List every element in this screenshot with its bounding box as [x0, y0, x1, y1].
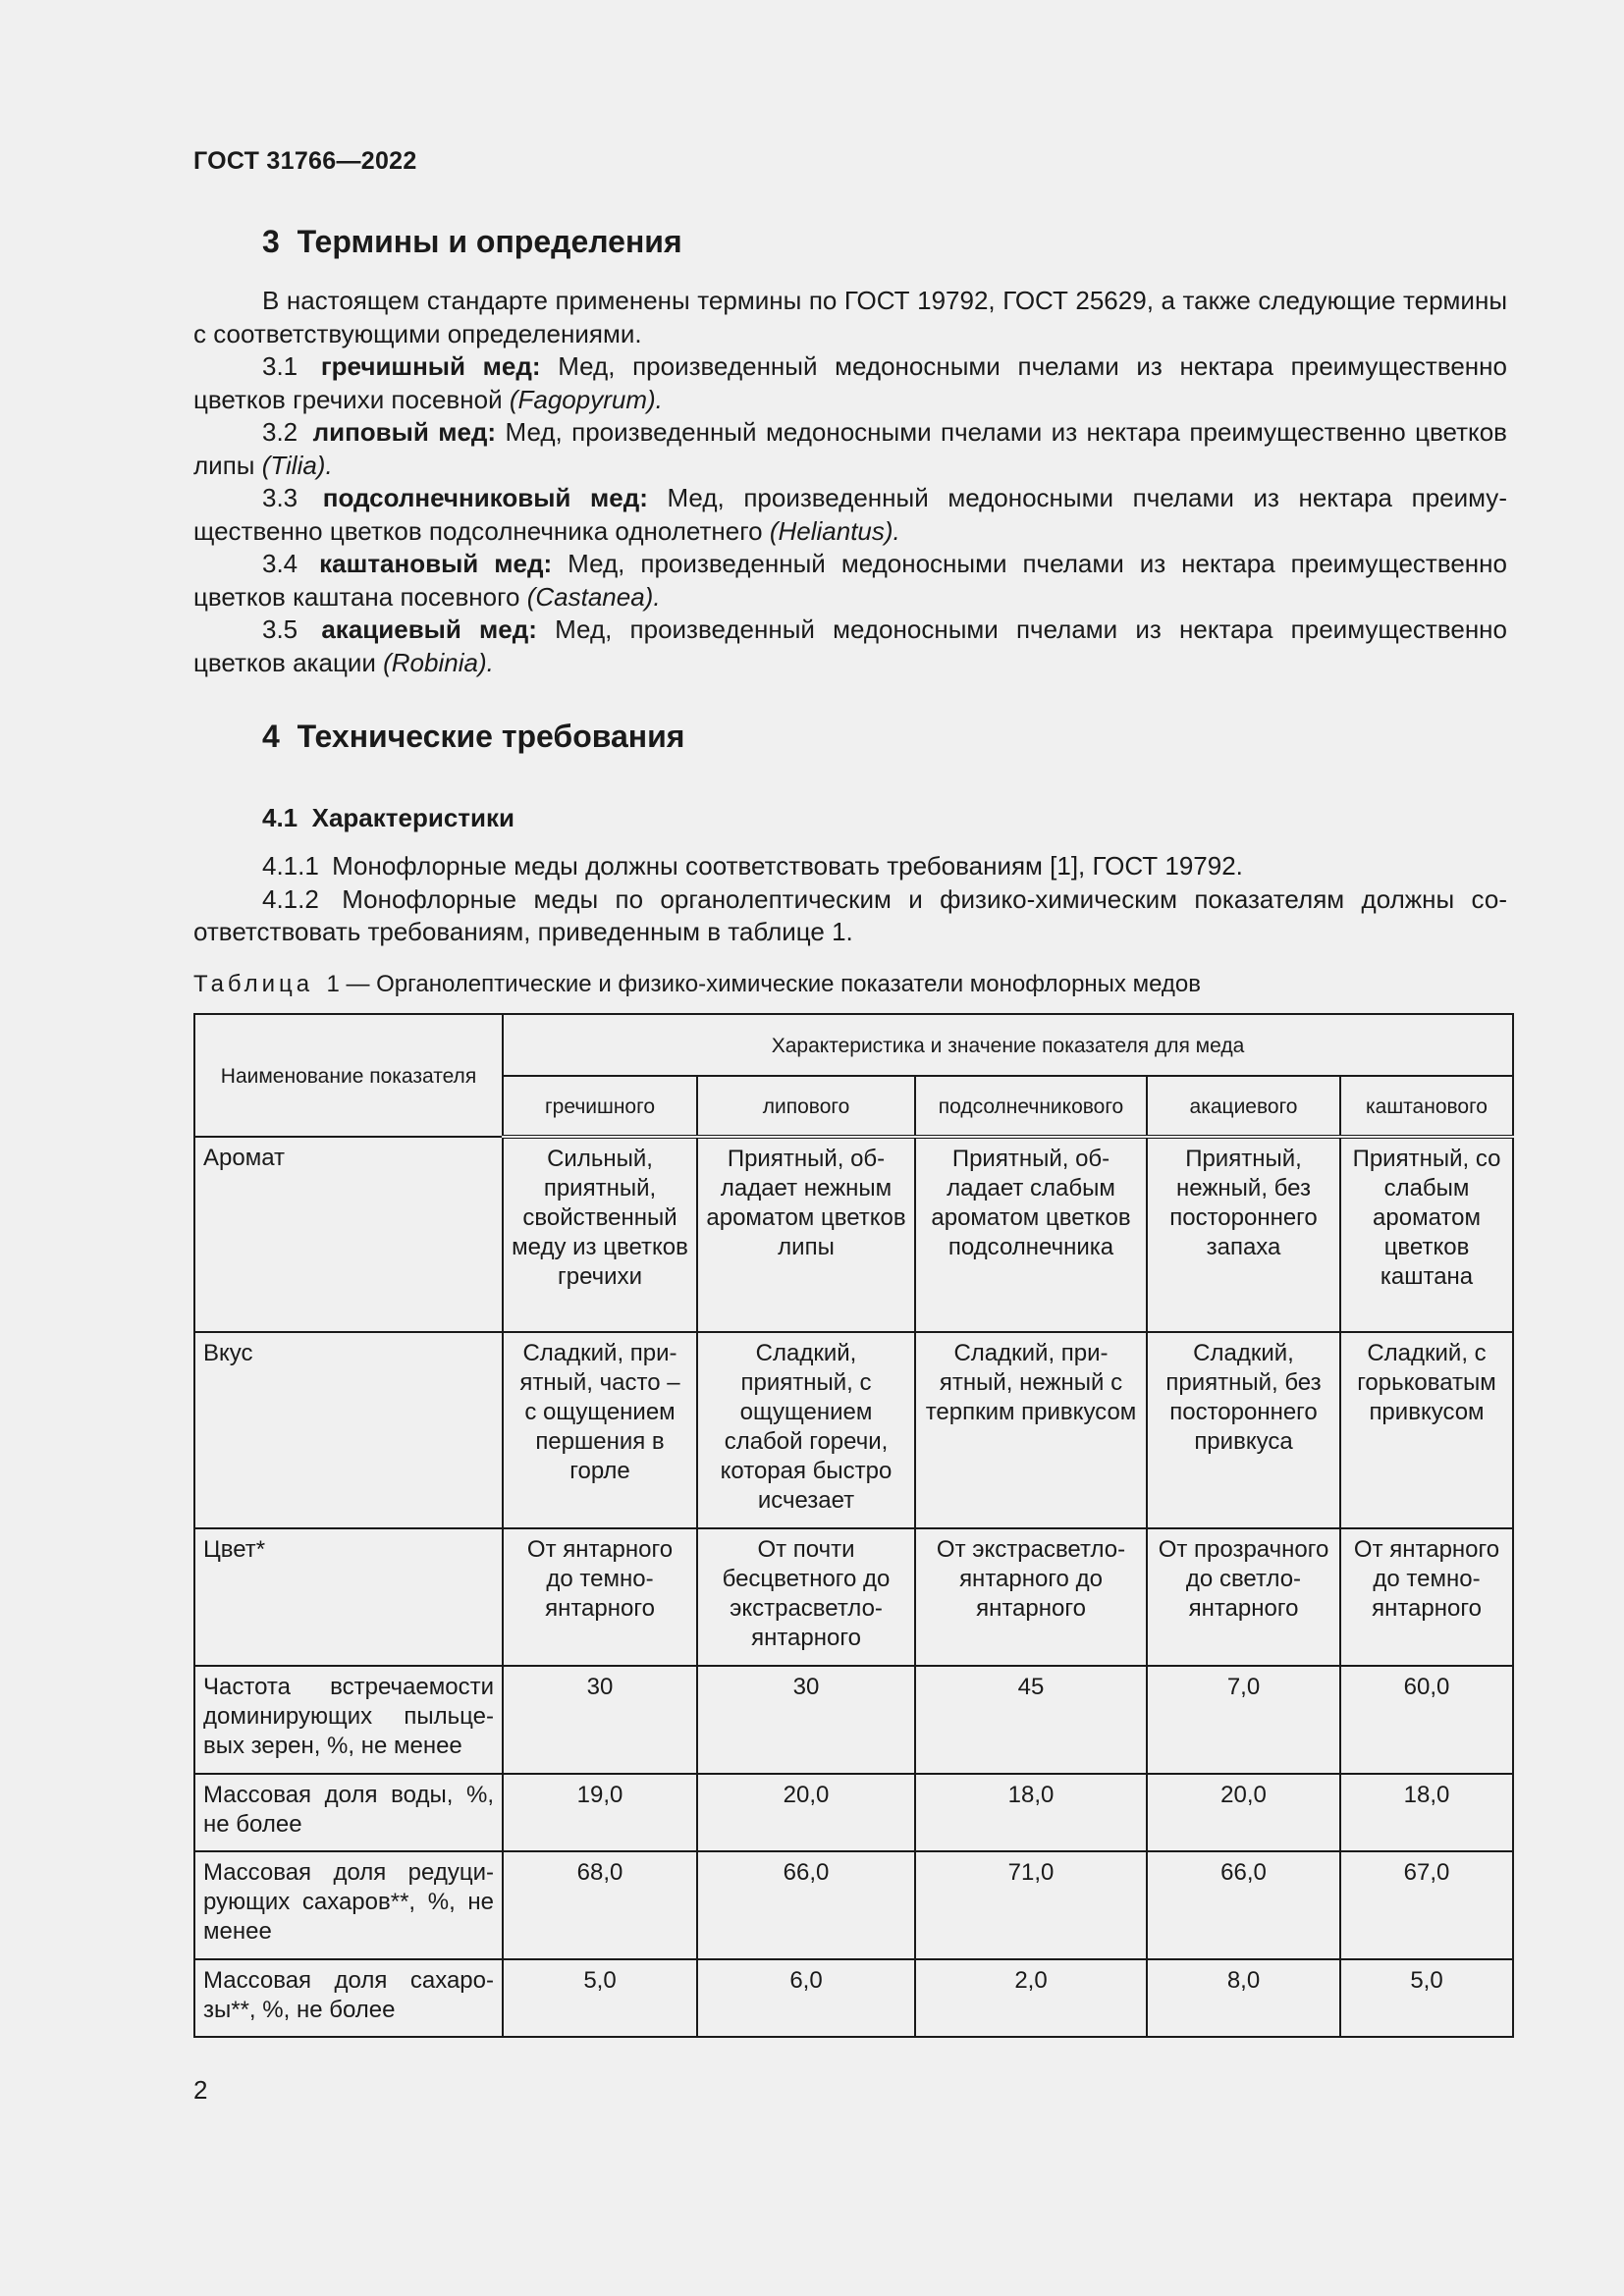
- row-name: Частота встречаемости доминирующих пыльцевых зерен, %, не менее: [194, 1666, 503, 1774]
- cell-value: От янтарного до темно-янтарного: [503, 1528, 697, 1666]
- document-id: ГОСТ 31766—2022: [193, 147, 417, 175]
- table-row: [194, 1959, 1513, 2037]
- cell-value: 2,0: [915, 1959, 1147, 2037]
- latin-name: (Tilia).: [261, 450, 333, 480]
- cell-value: От почти бесцветного до экстрасветло-янтарного: [697, 1528, 915, 1666]
- requirement-paragraph: 4.1.2 Монофлорные меды по органолептическим и физико-химическим показателям должны соответствовать требованиям, приведенным в таблице 1.: [193, 883, 1507, 946]
- cell-value: 18,0: [1340, 1774, 1513, 1851]
- latin-name: (Robinia).: [383, 647, 494, 677]
- row-name: Массовая доля воды, %, не более: [194, 1774, 503, 1851]
- section-4-title: [262, 719, 684, 755]
- term-name: гречишный мед:: [320, 351, 541, 381]
- cell-value: 5,0: [1340, 1959, 1513, 2037]
- table-caption-text: 1 — Органолептические и физико-химические показатели монофлорных медов: [326, 971, 1202, 997]
- cell-value: 30: [503, 1666, 697, 1774]
- term-definition: 3.2 липовый мед: Мед, произведенный медоносными пчелами из нектара преимущественно цветков липы (Tilia).: [193, 417, 1507, 480]
- cell-value: От янтарного до темно-янтарного: [1340, 1528, 1513, 1666]
- cell-value: 20,0: [1147, 1774, 1340, 1851]
- row-name: Аромат: [194, 1137, 503, 1332]
- cell-value: Сильный, приятный, свойственный меду из цветков гречихи: [503, 1137, 697, 1332]
- cell-value: Приятный, нежный, без постороннего запаха: [1147, 1137, 1340, 1332]
- table-row: [194, 1666, 1513, 1774]
- cell-value: 71,0: [915, 1851, 1147, 1959]
- latin-name: (Castanea).: [526, 581, 661, 612]
- page-number: 2: [193, 2075, 208, 2105]
- cell-value: 66,0: [1147, 1851, 1340, 1959]
- section-number: 3: [262, 224, 280, 259]
- section-3-intro: В настоящем стандарте применены термины по ГОСТ 19792, ГОСТ 25629, а также следующие термины с соответствующими определениями.: [193, 286, 1507, 348]
- cell-value: 18,0: [915, 1774, 1147, 1851]
- cell-value: 45: [915, 1666, 1147, 1774]
- cell-value: 7,0: [1147, 1666, 1340, 1774]
- cell-value: Приятный, обладает слабым ароматом цветков подсолнечника: [915, 1137, 1147, 1332]
- table-row: [194, 1332, 1513, 1528]
- column-header: каштанового: [1340, 1076, 1513, 1137]
- section-title-text: Термины и определения: [297, 224, 682, 259]
- cell-value: 60,0: [1340, 1666, 1513, 1774]
- cell-value: Сладкий, с горьковатым привкусом: [1340, 1332, 1513, 1528]
- row-name: Цвет*: [194, 1528, 503, 1666]
- table-row: [194, 1137, 1513, 1332]
- section-3-title: [262, 224, 682, 260]
- cell-value: 5,0: [503, 1959, 697, 2037]
- cell-value: От прозрачного до светло-янтарного: [1147, 1528, 1340, 1666]
- header-indicator-name: Наименование показателя: [194, 1014, 503, 1137]
- subsection-4-1-body: [193, 850, 1507, 949]
- cell-value: 6,0: [697, 1959, 915, 2037]
- subsection-4-1-title: 4.1 Характеристики: [262, 803, 514, 832]
- term-definition: 3.5 акациевый мед: Мед, произведенный медоносными пчелами из нектара преимущественно цветков акации (Robinia).: [193, 614, 1507, 677]
- term-definition: 3.3 подсолнечниковый мед: Мед, произведенный медоносными пчелами из нектара преимущественно цветков подсолнечника однолетнего (Heliantus).: [193, 483, 1507, 546]
- column-header: акациевого: [1147, 1076, 1340, 1137]
- latin-name: (Fagopyrum).: [509, 384, 663, 414]
- section-number: 4: [262, 719, 280, 754]
- table-row: [194, 1851, 1513, 1959]
- table-row: [194, 1528, 1513, 1666]
- section-3-body: [193, 285, 1507, 679]
- table-caption: [193, 971, 1201, 998]
- cell-value: 20,0: [697, 1774, 915, 1851]
- column-header: подсолнечникового: [915, 1076, 1147, 1137]
- latin-name: (Heliantus).: [769, 515, 900, 546]
- term-name: подсолнечниковый мед:: [322, 483, 648, 512]
- cell-value: 8,0: [1147, 1959, 1340, 2037]
- cell-value: Приятный, обладает нежным ароматом цветков липы: [697, 1137, 915, 1332]
- term-definition: 3.1 гречишный мед: Мед, произведенный медоносными пчелами из нектара преимущественно цветков гречихи посевной (Fagopyrum).: [193, 351, 1507, 414]
- term-definition: 3.4 каштановый мед: Мед, произведенный медоносными пчелами из нектара преимущественно цветков каштана посевного (Castanea).: [193, 549, 1507, 612]
- column-header: липового: [697, 1076, 915, 1137]
- cell-value: Сладкий, приятный, нежный с терпким привкусом: [915, 1332, 1147, 1528]
- cell-value: Сладкий, приятный, с ощущением слабой горечи, которая быстро исчезает: [697, 1332, 915, 1528]
- row-name: Вкус: [194, 1332, 503, 1528]
- term-name: каштановый мед:: [319, 549, 553, 578]
- column-header: гречишного: [503, 1076, 697, 1137]
- properties-table: [193, 1013, 1514, 2038]
- cell-value: 19,0: [503, 1774, 697, 1851]
- cell-value: 66,0: [697, 1851, 915, 1959]
- cell-value: Сладкий, приятный, часто – с ощущением першения в горле: [503, 1332, 697, 1528]
- cell-value: Приятный, со слабым ароматом цветков каштана: [1340, 1137, 1513, 1332]
- cell-value: 67,0: [1340, 1851, 1513, 1959]
- table-caption-label: Таблица: [193, 971, 314, 997]
- section-title-text: Технические требования: [297, 719, 685, 754]
- cell-value: От экстрасветло-янтарного до янтарного: [915, 1528, 1147, 1666]
- term-name: липовый мед:: [312, 417, 497, 447]
- cell-value: 68,0: [503, 1851, 697, 1959]
- requirement-paragraph: 4.1.1 Монофлорные меды должны соответствовать требованиям [1], ГОСТ 19792.: [262, 851, 1243, 881]
- row-name: Массовая доля редуцирующих сахаров**, %, не менее: [194, 1851, 503, 1959]
- header-group: Характеристика и значение показателя для меда: [503, 1014, 1513, 1076]
- table-row: [194, 1774, 1513, 1851]
- row-name: Массовая доля сахарозы**, %, не более: [194, 1959, 503, 2037]
- cell-value: 30: [697, 1666, 915, 1774]
- cell-value: Сладкий, приятный, без постороннего привкуса: [1147, 1332, 1340, 1528]
- term-name: акациевый мед:: [321, 614, 537, 644]
